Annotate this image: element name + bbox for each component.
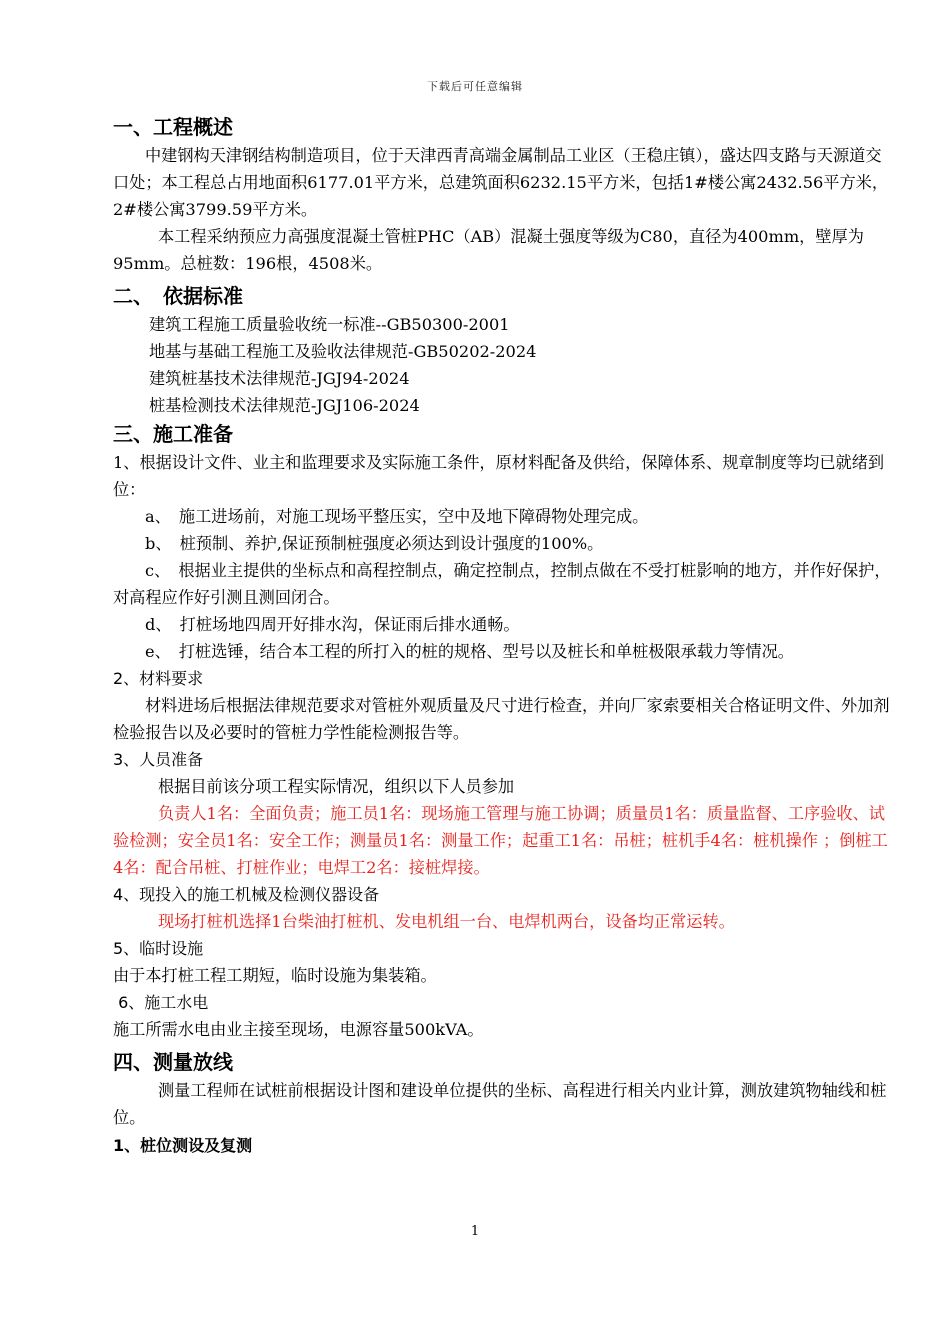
- section-3-item-5-heading: 5、临时设施: [113, 939, 204, 958]
- section-4-paragraph: 测量工程师在试桩前根据设计图和建设单位提供的坐标、高程进行相关内业计算，测放建筑物轴线和桩位。: [113, 1081, 887, 1127]
- section-1-paragraph-2: 本工程采纳预应力高强度混凝土管桩PHC（AB）混凝土强度等级为C80，直径为400mm，壁厚为95mm。总桩数：196根，4508米。: [113, 227, 864, 273]
- section-1-paragraph-1: 中建钢构天津钢结构制造项目，位于天津西青高端金属制品工业区（王稳庄镇），盛达四支路与天源道交口处；本工程总占用地面积6177.01平方米，总建筑面积6232.15平方米，包括1#楼公寓2432.56平方米，2#楼公寓3799.59平方米。: [113, 146, 889, 219]
- standard-item: 桩基检测技术法律规范-JGJ106-2024: [149, 396, 420, 415]
- page-number: 1: [470, 1224, 480, 1239]
- section-3-item-5-paragraph: 由于本打桩工程工期短，临时设施为集装箱。: [113, 966, 437, 985]
- section-3-item-2-paragraph: 材料进场后根据法律规范要求对管桩外观质量及尺寸进行检查，并向厂家索要相关合格证明文件、外加剂检验报告以及必要时的管桩力学性能检测报告等。: [113, 696, 890, 742]
- standard-item: 建筑桩基技术法律规范-JGJ94-2024: [149, 369, 410, 388]
- section-3-item-2-heading: 2、材料要求: [113, 669, 204, 688]
- document-body: [113, 112, 891, 1161]
- equipment-list: 现场打桩机选择1台柴油打桩机、发电机组一台、电焊机两台，设备均正常运转。: [158, 912, 735, 931]
- section-3-item-6-heading: 6、施工水电: [113, 993, 209, 1012]
- section-3-item-3-paragraph: 根据目前该分项工程实际情况，组织以下人员参加: [158, 777, 515, 796]
- section-3-item-3-heading: 3、人员准备: [113, 750, 204, 769]
- section-4-title: 四、测量放线: [113, 1050, 233, 1074]
- section-1-title: 一、工程概述: [113, 115, 233, 139]
- personnel-list: 负责人1名：全面负责；施工员1名：现场施工管理与施工协调；质量员1名：质量监督、工序验收、试验检测；安全员1名：安全工作；测量员1名：测量工作；起重工1名：吊桩；桩机手4名：桩机操作 ；倒桩工4名：配合吊桩、打桩作业；电焊工2名：接桩焊接。: [113, 804, 888, 877]
- standard-item: 地基与基础工程施工及验收法律规范-GB50202-2024: [149, 342, 537, 361]
- section-4-item-1-heading: 1、桩位测设及复测: [113, 1136, 253, 1155]
- section-3-item-6-paragraph: 施工所需水电由业主接至现场，电源容量500kVA。: [113, 1020, 484, 1039]
- section-3-item-1c: c、 根据业主提供的坐标点和高程控制点，确定控制点，控制点做在不受打桩影响的地方，并作好保护，对高程应作好引测且测回闭合。: [113, 561, 891, 607]
- section-3-item-1a: a、 施工进场前，对施工现场平整压实，空中及地下障碍物处理完成。: [145, 507, 649, 526]
- section-2-title: 二、 依据标准: [113, 284, 243, 308]
- section-3-item-1d: d、 打桩场地四周开好排水沟，保证雨后排水通畅。: [145, 615, 520, 634]
- section-3-item-1: 1、根据设计文件、业主和监理要求及实际施工条件，原材料配备及供给，保障体系、规章制度等均已就绪到位：: [113, 453, 885, 499]
- header-note: 下载后可任意编辑: [427, 80, 523, 93]
- section-3-item-1e: e、 打桩选锤，结合本工程的所打入的桩的规格、型号以及桩长和单桩极限承载力等情况。: [145, 642, 794, 661]
- section-3-title: 三、施工准备: [113, 422, 233, 446]
- section-3-item-4-heading: 4、现投入的施工机械及检测仪器设备: [113, 885, 380, 904]
- standard-item: 建筑工程施工质量验收统一标准--GB50300-2001: [149, 315, 510, 334]
- section-3-item-1b: b、 桩预制、养护,保证预制桩强度必须达到设计强度的100%。: [145, 534, 604, 553]
